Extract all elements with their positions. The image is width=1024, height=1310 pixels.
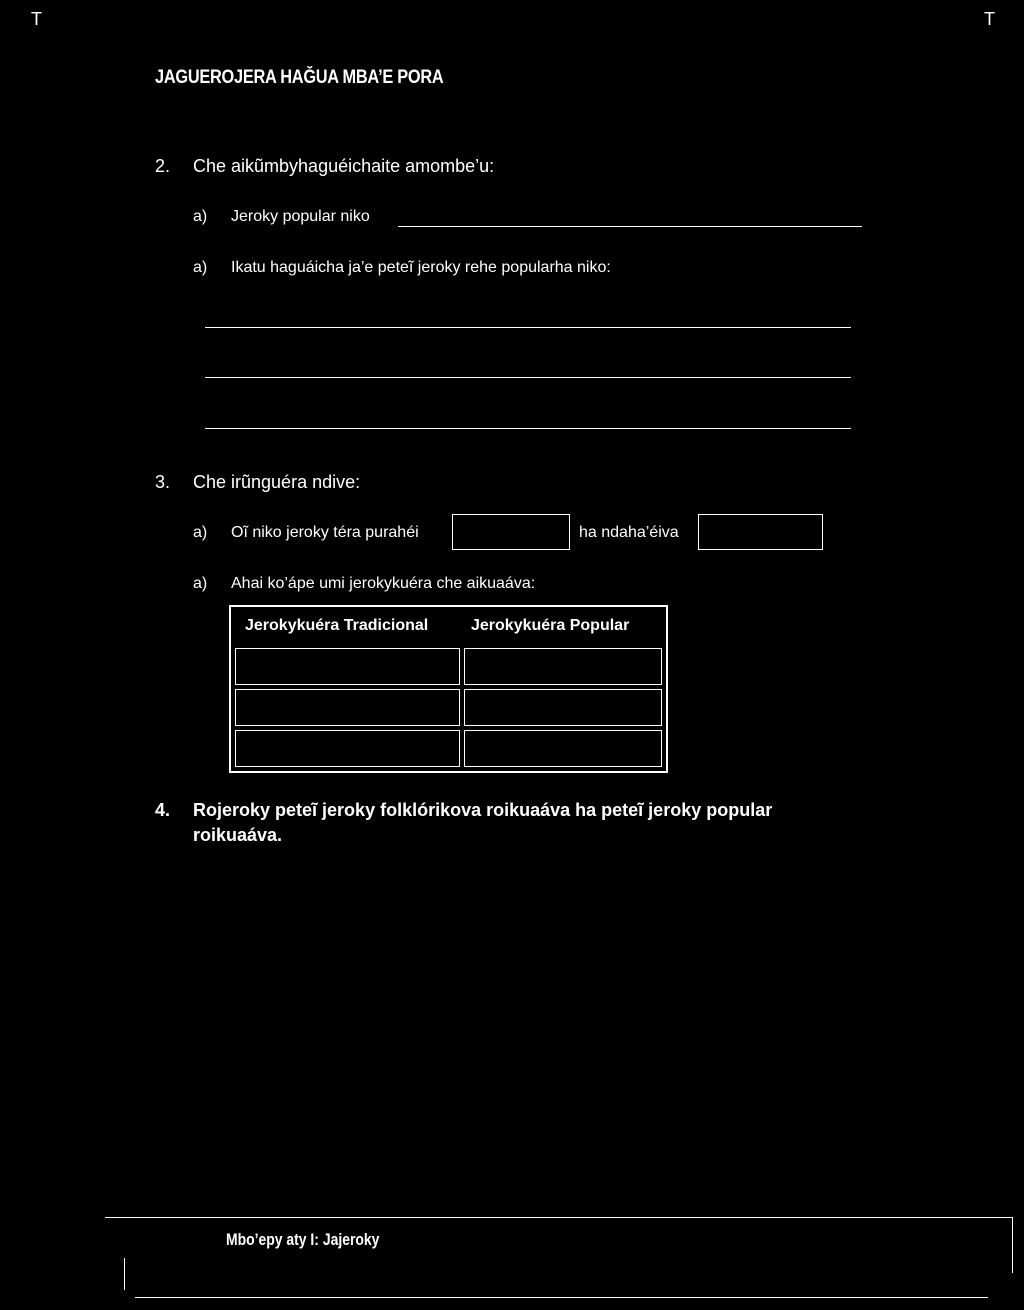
question-4-number: 4.: [155, 800, 171, 820]
q2-b-answer-line-3[interactable]: [205, 428, 851, 429]
q3-a-label: a): [193, 524, 208, 541]
q3-a-text2: ha ndaha’éiva: [579, 524, 679, 541]
q3-b-label: a): [193, 575, 208, 592]
q2-a-text: Jeroky popular niko: [231, 208, 370, 225]
q3-a-answer-box-1[interactable]: [452, 514, 570, 550]
q3-a-answer-box-2[interactable]: [698, 514, 823, 550]
table-header-popular: Jerokykuéra Popular: [471, 617, 630, 634]
footer-left-tick: [124, 1258, 125, 1290]
q2-a-answer-line[interactable]: [398, 226, 862, 227]
q2-b-label: a): [193, 259, 208, 276]
footer-unit-title: Mbo’epy aty I: Jajeroky: [226, 1230, 380, 1249]
table-cell-r2-c2[interactable]: [464, 689, 662, 726]
q3-a-text: Oĩ niko jeroky téra purahéi: [231, 524, 419, 541]
q2-b-answer-line-1[interactable]: [205, 327, 851, 328]
footer-right-rule: [1012, 1217, 1013, 1273]
question-3-text: Che irũnguéra ndive:: [193, 472, 361, 492]
question-4-text-line-2: roikuaáva.: [193, 825, 283, 845]
footer-top-rule: [105, 1217, 1013, 1218]
q2-b-text: Ikatu haguáicha ja’e peteĩ jeroky rehe popularha niko:: [231, 259, 611, 276]
footer-bottom-rule: [135, 1297, 988, 1298]
table-header-traditional: Jerokykuéra Tradicional: [245, 617, 429, 634]
table-cell-r2-c1[interactable]: [235, 689, 460, 726]
table-cell-r3-c1[interactable]: [235, 730, 460, 767]
crop-mark-right: T: [984, 9, 995, 29]
question-2-text: Che aikũmbyhaguéichaite amombe’u:: [193, 156, 495, 176]
question-3-number: 3.: [155, 472, 171, 492]
table-cell-r3-c2[interactable]: [464, 730, 662, 767]
q3-b-text: Ahai ko’ápe umi jerokykuéra che aikuaáva:: [231, 575, 536, 592]
question-2-number: 2.: [155, 156, 171, 176]
table-cell-r1-c1[interactable]: [235, 648, 460, 685]
page-header: JAGUEROJERA HAĞUA MBA’E PORA: [155, 67, 444, 88]
q2-a-label: a): [193, 208, 208, 225]
crop-mark-left: T: [31, 9, 42, 29]
q2-b-answer-line-2[interactable]: [205, 377, 851, 378]
question-4-text-line-1: Rojeroky peteĩ jeroky folklórikova roikuaáva ha peteĩ jeroky popular: [193, 800, 773, 820]
table-cell-r1-c2[interactable]: [464, 648, 662, 685]
